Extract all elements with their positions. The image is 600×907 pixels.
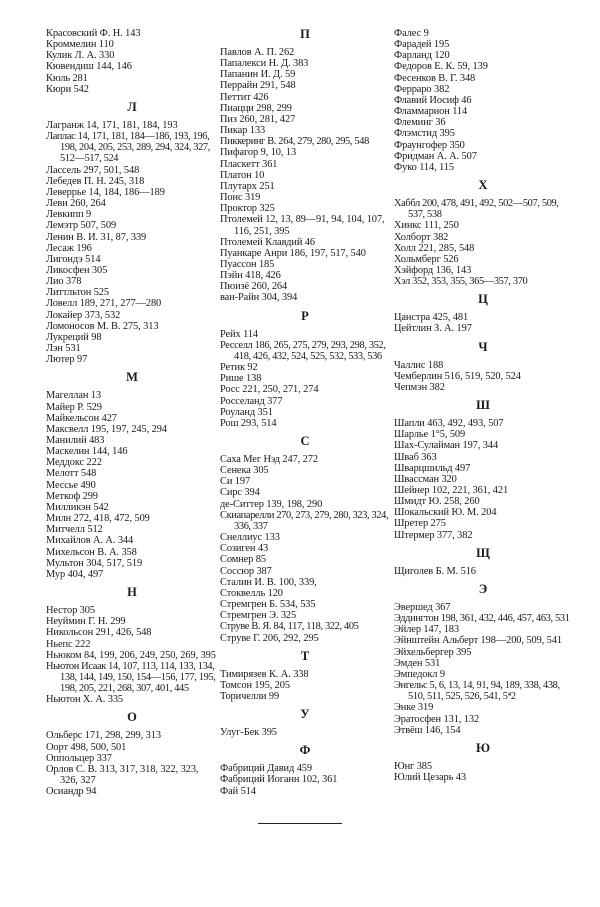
index-entry: Ньютон Исаак 14, 107, 113, 114, 133, 134, 138, 144, 149, 150, 154—156, 177, 195, 198, 205, 221, 268, 307, 401, 445 xyxy=(46,660,216,695)
index-entry: Левкипп 9 xyxy=(46,209,92,221)
section-letter-heading: У xyxy=(300,707,310,722)
index-entry: Фраунгофер 350 xyxy=(394,139,465,151)
index-entry: Милн 272, 418, 472, 509 xyxy=(46,513,150,525)
index-entry: Мессье 490 xyxy=(46,479,96,491)
index-entry: Швассман 320 xyxy=(394,473,457,485)
index-entry: Оппольцер 337 xyxy=(46,752,112,764)
index-entry: Лукреций 98 xyxy=(46,331,102,343)
index-entry: Хольмберг 526 xyxy=(394,253,459,265)
index-entry: Пифагор 9, 10, 13 xyxy=(220,147,297,159)
index-entry: Чепмэн 382 xyxy=(394,381,445,393)
index-entry: Манилий 483 xyxy=(46,435,105,446)
index-entry: Цейтлин З. А. 197 xyxy=(394,323,472,335)
index-entry: Кулик Л. А. 330 xyxy=(46,50,115,62)
section-letter-heading: Щ xyxy=(476,545,490,560)
index-entry: Энгельс 5, 6, 13, 14, 91, 94, 189, 338, 438, 510, 511, 525, 526, 541, 5⁴2 xyxy=(394,680,560,703)
index-entry: Ловелл 189, 271, 277—280 xyxy=(46,298,162,310)
index-entry: Ресселл 186, 265, 275, 279, 293, 298, 352, 418, 426, 432, 524, 525, 532, 533, 536 xyxy=(220,339,386,362)
index-entry: Лесаж 196 xyxy=(46,242,92,254)
index-entry: Флэмстид 395 xyxy=(394,128,455,140)
index-entry: ван-Райн 304, 394 xyxy=(220,292,298,304)
index-entry: Фесенков В. Г. 348 xyxy=(394,72,476,84)
index-entry: Созиген 43 xyxy=(220,543,269,555)
index-entry: Чемберлин 516, 519, 520, 524 xyxy=(394,370,521,382)
index-entry: Этвёш 146, 154 xyxy=(394,724,461,736)
index-entry: Нестор 305 xyxy=(46,605,95,617)
section-letter-heading: Ф xyxy=(299,743,311,758)
index-entry: Перрайн 291, 548 xyxy=(220,80,296,92)
index-entry: Шах-Сулайман 197, 344 xyxy=(394,440,499,452)
index-entry: Стоквелль 120 xyxy=(220,587,283,599)
index-entry: Фарланд 120 xyxy=(394,50,450,62)
section-letter-heading: Р xyxy=(301,308,309,323)
index-entry: Стремгрен Б. 534, 535 xyxy=(220,599,316,611)
index-entry: Лио 378 xyxy=(46,276,82,288)
index-entry: Лебедев П. Н. 245, 318 xyxy=(46,175,145,187)
index-entry: Эвершед 367 xyxy=(394,601,451,613)
index-entry: Фридман А. А. 507 xyxy=(394,150,477,162)
index-entry: Пиз 260, 281, 427 xyxy=(220,113,296,125)
index-entry: Лигондэ 514 xyxy=(46,253,101,265)
index-entry: Ломоносов М. В. 275, 313 xyxy=(46,320,159,332)
index-entry: Шейнер 102, 221, 361, 421 xyxy=(394,485,509,496)
section-letter-heading: П xyxy=(300,27,310,41)
index-entry: Сомнер 85 xyxy=(220,554,266,566)
index-entry: Никольсон 291, 426, 548 xyxy=(46,627,152,639)
index-entry: Юлий Цезарь 43 xyxy=(394,771,466,783)
index-entry: Эйлер 147, 183 xyxy=(394,624,459,636)
index-entry: Лэн 531 xyxy=(46,343,81,355)
index-entry: Струве Г. 206, 292, 295 xyxy=(220,632,319,644)
index-entry: Флеминг 36 xyxy=(394,117,446,129)
index-entry: Птолемей 12, 13, 89—91, 94, 104, 107, 116, 251, 395 xyxy=(220,214,385,237)
index-entry: Ньепс 222 xyxy=(46,638,91,650)
index-entry: Пласкетт 361 xyxy=(220,158,278,170)
index-entry: Майкельсон 427 xyxy=(46,412,117,424)
index-entry: Митчелл 512 xyxy=(46,524,103,536)
index-entry: Пикар 133 xyxy=(220,125,266,137)
index-entry: Эмден 531 xyxy=(394,657,441,669)
index-entry: Проктор 325 xyxy=(220,203,275,215)
index-entry: Кроммелин 110 xyxy=(46,39,114,51)
index-column-3 xyxy=(394,28,572,783)
index-entry: Тимирязев К. А. 338 xyxy=(220,668,309,680)
index-entry: Красовский Ф. Н. 143 xyxy=(46,28,141,39)
index-entry: Ретик 92 xyxy=(220,362,258,374)
index-entry: Лютер 97 xyxy=(46,354,88,366)
index-entry: Флавий Иосиф 46 xyxy=(394,94,472,106)
index-entry: Осиандр 94 xyxy=(46,786,97,798)
index-entry: Птолемей Клавдий 46 xyxy=(220,236,315,248)
index-entry: Торичелли 99 xyxy=(220,690,280,702)
index-entry: Лаплас 14, 171, 181, 184—186, 193, 196, 198, 204, 205, 253, 289, 294, 324, 327, 512—517, 524 xyxy=(46,131,211,165)
index-entry: Эйнштейн Альберт 198—200, 509, 541 xyxy=(394,635,562,647)
index-entry: Ольберс 171, 298, 299, 313 xyxy=(46,730,161,742)
index-entry: Ликосфен 305 xyxy=(46,264,108,276)
index-entry: Оорт 498, 500, 501 xyxy=(46,741,127,753)
index-entry: Хинкс 111, 250 xyxy=(394,220,459,232)
index-entry: Фуко 114, 115 xyxy=(394,161,455,173)
index-entry: Шокальский Ю. М. 204 xyxy=(394,507,497,519)
index-entry: Магеллан 13 xyxy=(46,390,102,402)
index-column-1 xyxy=(46,28,218,797)
index-entry: Кювендиш 144, 146 xyxy=(46,61,132,73)
index-entry: Фабриций Иоганн 102, 361 xyxy=(220,774,338,786)
index-entry: Соссюр 387 xyxy=(220,565,272,577)
index-entry: Меддокс 222 xyxy=(46,457,102,469)
index-entry: Шмидт Ю. 258, 260 xyxy=(394,496,480,508)
index-entry: Лассель 297, 501, 548 xyxy=(46,164,140,176)
index-entry: Майер Р. 529 xyxy=(46,401,102,413)
index-entry: Кюри 542 xyxy=(46,83,89,95)
index-entry: Томсон 195, 205 xyxy=(220,679,290,691)
section-letter-heading: Л xyxy=(127,99,137,114)
index-entry: Холл 221, 285, 548 xyxy=(394,242,475,254)
index-entry: Ферраро 382 xyxy=(394,83,450,95)
index-entry: Пуассон 185 xyxy=(220,258,275,270)
section-letter-heading: М xyxy=(126,370,138,385)
index-entry: Сенека 305 xyxy=(220,465,269,477)
index-entry: Чаллис 188 xyxy=(394,359,444,371)
index-entry: Федоров Е. К. 59, 139 xyxy=(394,61,488,73)
index-entry: Фламмарион 114 xyxy=(394,106,468,118)
index-entry: Росс 221, 250, 271, 274 xyxy=(220,384,319,396)
index-entry: Юнг 385 xyxy=(394,760,432,772)
index-entry: Папалекси Н. Д. 383 xyxy=(220,58,309,70)
index-entry: Михельсон В. А. 358 xyxy=(46,546,137,558)
index-entry: Ленин В. И. 31, 87, 339 xyxy=(46,231,147,243)
index-entry: Фарадей 195 xyxy=(394,39,450,51)
index-entry: де-Ситтер 139, 198, 290 xyxy=(220,498,323,510)
index-entry: Щиголев Б. М. 516 xyxy=(394,565,476,577)
index-entry: Орлов С. В. 313, 317, 318, 322, 323, 326, 327 xyxy=(46,763,199,787)
index-entry: Лагранж 14, 171, 181, 184, 193 xyxy=(46,119,178,131)
index-entry: Струве В. Я. 84, 117, 118, 322, 405 xyxy=(220,621,359,633)
section-letter-heading: О xyxy=(127,710,137,725)
index-entry: Ньютон Х. А. 335 xyxy=(46,694,124,706)
index-entry: Лемэтр 507, 509 xyxy=(46,220,117,232)
section-letter-heading: Х xyxy=(478,178,488,193)
index-entry: Стремгрен Э. 325 xyxy=(220,610,297,622)
index-entry: Сирс 394 xyxy=(220,487,260,499)
index-entry: Си 197 xyxy=(220,476,251,488)
section-letter-heading: Ш xyxy=(476,398,490,413)
index-entry: Шарлье 1°5, 509 xyxy=(394,429,466,441)
index-entry: Саха Мег Нэд 247, 272 xyxy=(220,454,318,465)
index-entry: Мур 404, 497 xyxy=(46,568,104,580)
index-entry: Платон 10 xyxy=(220,169,265,181)
section-letter-heading: Э xyxy=(478,581,488,596)
index-entry: Леви 260, 264 xyxy=(46,198,106,210)
index-entry: Кюль 281 xyxy=(46,72,88,84)
section-letter-heading: Ю xyxy=(475,740,491,755)
section-letter-heading: Ц xyxy=(478,292,488,307)
index-entry: Хэл 352, 353, 355, 365—357, 370 xyxy=(394,276,528,288)
index-entry: Пиккеринг В. 264, 279, 280, 295, 548 xyxy=(220,136,369,148)
index-entry: Максвелл 195, 197, 245, 294 xyxy=(46,423,167,435)
index-entry: Сталин И. В. 100, 339, xyxy=(220,576,317,588)
index-entry: Милликэн 542 xyxy=(46,501,109,513)
index-entry: Локайер 373, 532 xyxy=(46,309,121,321)
index-entry: Михайлов А. А. 344 xyxy=(46,535,134,547)
index-entry: Росселанд 377 xyxy=(220,395,283,407)
index-entry: Эмпедокл 9 xyxy=(394,668,445,680)
index-entry: Леверрье 14, 184, 186—189 xyxy=(46,186,165,198)
index-entry: Фабриций Давид 459 xyxy=(220,763,312,775)
index-entry: Петтит 426 xyxy=(220,91,269,103)
index-column-2 xyxy=(220,28,390,797)
index-entry: Пуанкаре Анри 186, 197, 517, 540 xyxy=(220,247,366,259)
index-entry: Шапли 463, 492, 493, 507 xyxy=(394,418,504,430)
index-entry: Эратосфен 131, 132 xyxy=(394,713,480,725)
section-letter-heading: С xyxy=(300,434,310,448)
index-entry: Хаббл 200, 478, 491, 492, 502—507, 509, 537, 538 xyxy=(394,198,559,221)
index-entry: Эйхельбергер 395 xyxy=(394,646,472,658)
section-letter-heading: Ч xyxy=(478,339,488,354)
index-entry: Ньюком 84, 199, 206, 249, 250, 269, 395 xyxy=(46,649,216,661)
index-entry: Неуймин Г. Н. 299 xyxy=(46,616,126,628)
index-entry: Фай 514 xyxy=(220,785,256,797)
index-entry: Мультон 304, 517, 519 xyxy=(46,557,143,569)
index-entry: Холборт 382 xyxy=(394,231,449,243)
index-entry: Эддингтон 198, 361, 432, 446, 457, 463, 531 xyxy=(394,613,570,625)
index-entry: Фалес 9 xyxy=(394,28,429,39)
index-entry: Снеллиус 133 xyxy=(220,532,280,544)
index-entry: Шретер 275 xyxy=(394,518,446,530)
section-letter-heading: Т xyxy=(300,648,310,663)
index-entry: Папанин И. Д. 59 xyxy=(220,69,296,81)
index-entry: Рейх 114 xyxy=(220,328,259,340)
index-entry: Пэйн 418, 426 xyxy=(220,270,281,282)
index-entry: Шваб 363 xyxy=(394,451,437,463)
index-entry: Маскелин 144, 146 xyxy=(46,446,128,458)
index-entry: Штермер 377, 382 xyxy=(394,529,473,541)
index-entry: Пиацци 298, 299 xyxy=(220,102,292,114)
index-entry: Павлов А. П. 262 xyxy=(220,47,295,58)
index-entry: Понс 319 xyxy=(220,192,261,204)
index-entry: Мелотт 548 xyxy=(46,468,97,480)
index-entry: Шварцшильд 497 xyxy=(394,462,471,474)
index-entry: Рош 293, 514 xyxy=(220,417,277,429)
index-entry: Скиапарелли 270, 273, 279, 280, 323, 324, 336, 337 xyxy=(220,509,389,532)
index-entry: Хэйфорд 136, 143 xyxy=(394,264,472,276)
end-divider xyxy=(258,823,342,824)
index-entry: Улуг-Бек 395 xyxy=(220,727,277,739)
index-entry: Пюизё 260, 264 xyxy=(220,281,288,293)
index-entry: Литтльтон 525 xyxy=(46,287,110,299)
index-entry: Энке 319 xyxy=(394,702,434,714)
section-letter-heading: Н xyxy=(127,585,137,600)
index-entry: Цанстра 425, 481 xyxy=(394,312,469,324)
index-entry: Рише 138 xyxy=(220,373,262,385)
index-entry: Роуланд 351 xyxy=(220,406,273,418)
index-entry: Плутарх 251 xyxy=(220,180,275,192)
index-entry: Меткоф 299 xyxy=(46,490,98,502)
